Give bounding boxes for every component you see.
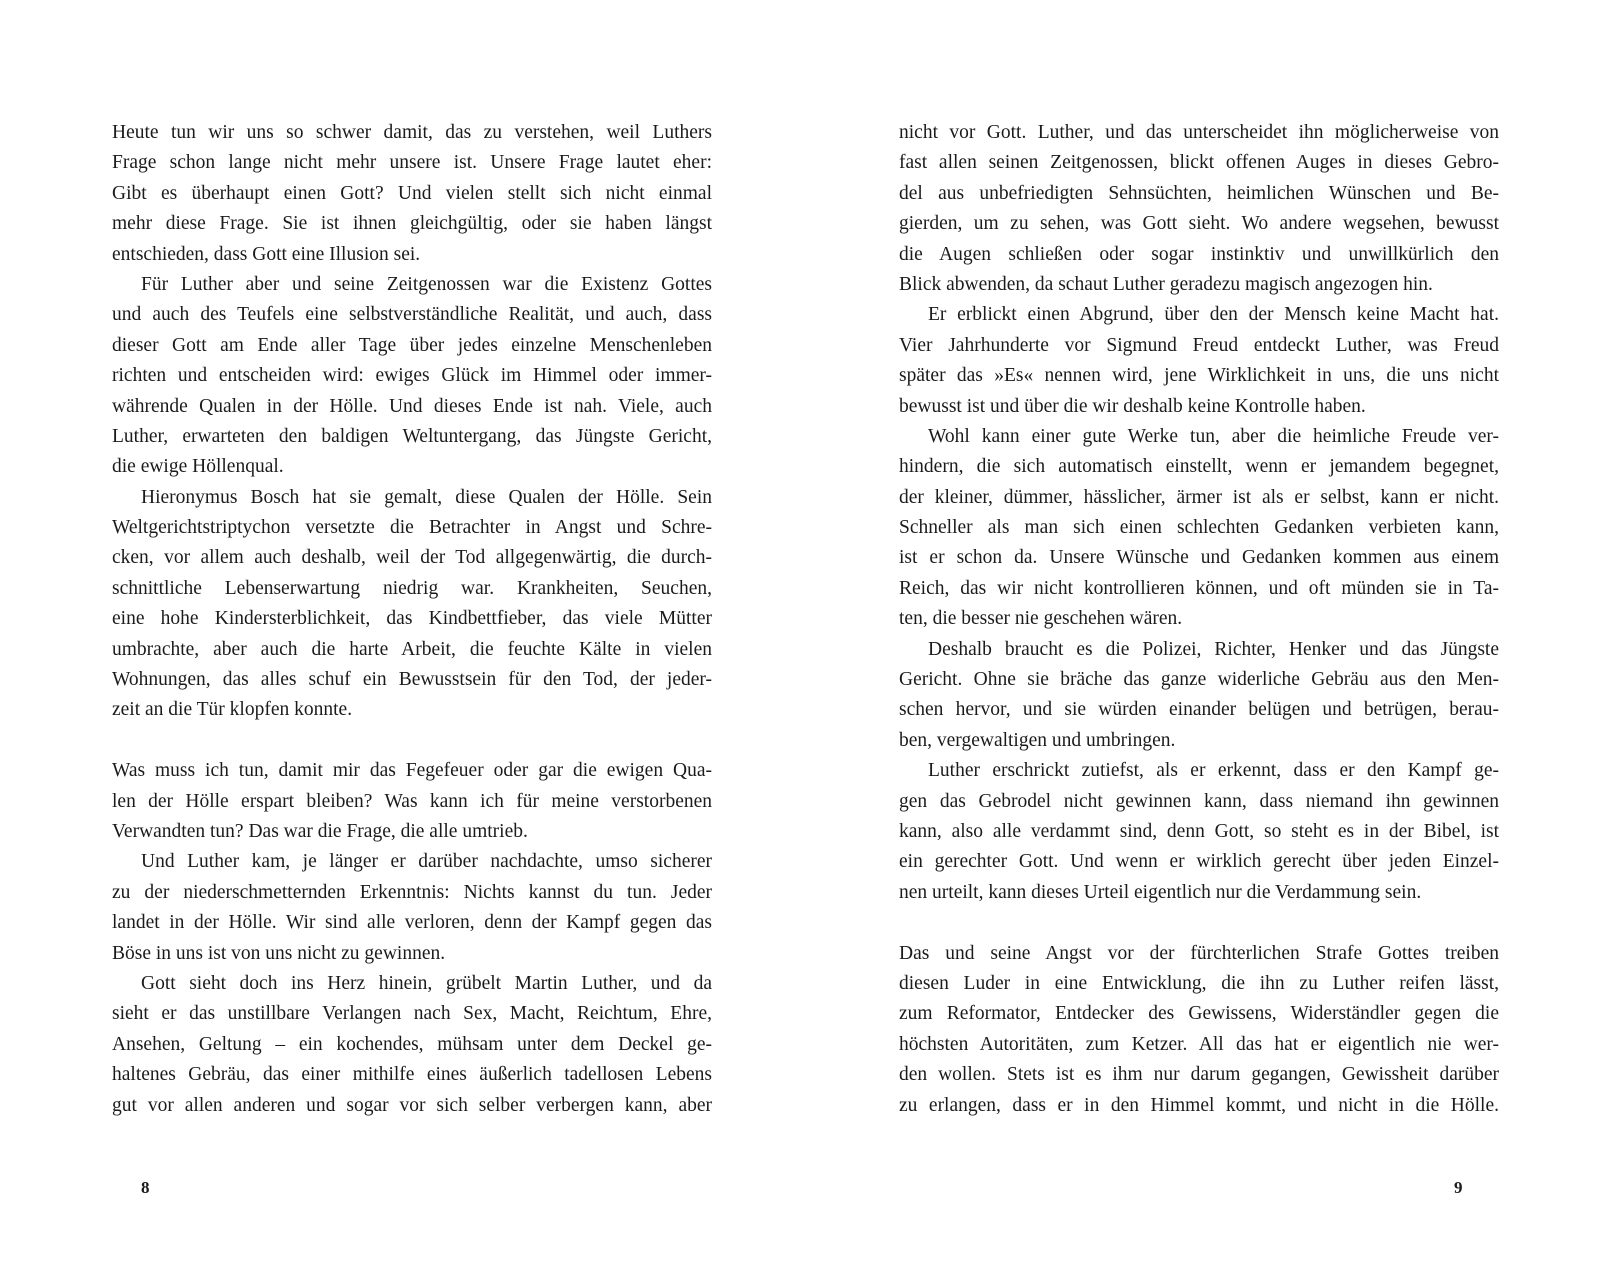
text-line: kann, also alle verdammt sind, denn Gott, so steht es in der Bibel, ist [899, 820, 1499, 842]
text-line: Gericht. Ohne sie bräche das ganze widerliche Gebräu aus den Men- [899, 669, 1499, 691]
text-line: Schneller als man sich einen schlechten Gedanken verbieten kann, [899, 517, 1499, 539]
text-line: ein gerechter Gott. Und wenn er wirklich gerecht über jeden Einzel- [899, 851, 1499, 873]
text-line: diesen Luder in eine Entwicklung, die ihn zu Luther reifen lässt, [899, 972, 1499, 994]
text-line: zeit an die Tür klopfen konnte. [112, 699, 353, 721]
text-line: cken, vor allem auch deshalb, weil der Tod allgegenwärtig, die durch- [112, 547, 712, 569]
text-line: len der Hölle erspart bleiben? Was kann ich für meine verstorbenen [112, 790, 712, 812]
text-line: fast allen seinen Zeitgenossen, blickt offenen Auges in dieses Gebro- [899, 152, 1499, 174]
text-line: umbrachte, aber auch die harte Arbeit, die feuchte Kälte in vielen [112, 638, 712, 660]
text-line: schnittliche Lebenserwartung niedrig war. Krankheiten, Seuchen, [112, 577, 712, 599]
text-line: eine hohe Kindersterblichkeit, das Kindbettfieber, das viele Mütter [112, 608, 712, 630]
text-line: dieser Gott am Ende aller Tage über jedes einzelne Menschenleben [112, 334, 712, 356]
text-line: Er erblickt einen Abgrund, über den der Mensch keine Macht hat. [928, 304, 1499, 326]
text-line: die ewige Höllenqual. [112, 456, 284, 478]
text-line: währende Qualen in der Hölle. Und dieses Ende ist nah. Viele, auch [112, 395, 712, 417]
text-line: Deshalb braucht es die Polizei, Richter, Henker und das Jüngste [928, 638, 1499, 660]
text-line: Blick abwenden, da schaut Luther geradezu magisch angezogen hin. [899, 273, 1433, 295]
text-line: Verwandten tun? Das war die Frage, die alle umtrieb. [112, 820, 528, 842]
text-line: der kleiner, dümmer, hässlicher, ärmer ist als er selbst, kann er nicht. [899, 486, 1499, 508]
text-line: schen hervor, und sie würden einander belügen und betrügen, berau- [899, 699, 1499, 721]
text-line: Gibt es überhaupt einen Gott? Und vielen stellt sich nicht einmal [112, 182, 712, 204]
text-line: den wollen. Stets ist es ihm nur darum gegangen, Gewissheit darüber [899, 1064, 1499, 1086]
section-break [112, 726, 712, 756]
paragraph [899, 939, 1499, 1121]
text-line: Ansehen, Geltung – ein kochendes, mühsam unter dem Deckel ge- [112, 1033, 712, 1055]
paragraph [112, 118, 712, 270]
paragraph [899, 635, 1499, 757]
section-break [899, 908, 1499, 938]
text-line: Böse in uns ist von uns nicht zu gewinnen. [112, 942, 446, 964]
text-line: landet in der Hölle. Wir sind alle verloren, denn der Kampf gegen das [112, 912, 712, 934]
paragraph [112, 756, 712, 847]
text-line: zum Reformator, Entdecker des Gewissens, Widerständler gegen die [899, 1003, 1499, 1025]
text-line: Hieronymus Bosch hat sie gemalt, diese Qualen der Hölle. Sein [141, 486, 712, 508]
text-line: Für Luther aber und seine Zeitgenossen war die Existenz Gottes [141, 273, 712, 295]
text-line: Reich, das wir nicht kontrollieren können, und oft münden sie in Ta- [899, 577, 1499, 599]
text-line: hindern, die sich automatisch einstellt, wenn er jemandem begegnet, [899, 456, 1499, 478]
text-line: zu der niederschmetternden Erkenntnis: Nichts kannst du tun. Jeder [112, 881, 712, 903]
paragraph [112, 969, 712, 1121]
text-line: entschieden, dass Gott eine Illusion sei. [112, 243, 421, 265]
paragraph [112, 483, 712, 726]
text-line: Was muss ich tun, damit mir das Fegefeuer oder gar die ewigen Qua- [112, 760, 712, 782]
text-line: zu erlangen, dass er in den Himmel kommt, und nicht in die Hölle. [899, 1094, 1499, 1116]
text-line: gut vor allen anderen und sogar vor sich selber verbergen kann, aber [112, 1094, 712, 1116]
text-line: Vier Jahrhunderte vor Sigmund Freud entdeckt Luther, was Freud [899, 334, 1499, 356]
text-line: bewusst ist und über die wir deshalb keine Kontrolle haben. [899, 395, 1366, 417]
paragraph [112, 847, 712, 969]
text-line: Heute tun wir uns so schwer damit, das zu verstehen, weil Luthers [112, 122, 712, 143]
text-line: ist er schon da. Unsere Wünsche und Gedanken kommen aus einem [899, 547, 1499, 569]
right-page-text [899, 118, 1499, 1121]
text-line: die Augen schließen oder sogar instinktiv und unwillkürlich den [899, 243, 1499, 265]
text-line: sieht er das unstillbare Verlangen nach Sex, Macht, Reichtum, Ehre, [112, 1003, 712, 1025]
text-line: nicht vor Gott. Luther, und das unterscheidet ihn möglicherweise von [899, 122, 1499, 143]
text-line: Luther, erwarteten den baldigen Weltuntergang, das Jüngste Gericht, [112, 425, 712, 447]
page-number-right: 9 [1454, 1178, 1463, 1197]
text-line: gen das Gebrodel nicht gewinnen kann, dass niemand ihn gewinnen [899, 790, 1499, 812]
left-page-text [112, 118, 712, 1121]
text-line: mehr diese Frage. Sie ist ihnen gleichgültig, oder sie haben längst [112, 213, 712, 235]
text-line: und auch des Teufels eine selbstverständliche Realität, und auch, dass [112, 304, 712, 326]
text-line: Und Luther kam, je länger er darüber nachdachte, umso sicherer [141, 851, 712, 873]
text-line: nen urteilt, kann dieses Urteil eigentlich nur die Verdammung sein. [899, 881, 1422, 903]
text-line: haltenes Gebräu, das einer mithilfe eines äußerlich tadellosen Lebens [112, 1064, 712, 1086]
text-line: später das »Es« nennen wird, jene Wirklichkeit in uns, die uns nicht [899, 365, 1499, 387]
text-line: Weltgerichtstriptychon versetzte die Betrachter in Angst und Schre- [112, 517, 712, 539]
paragraph [899, 300, 1499, 422]
page-number-left: 8 [141, 1178, 150, 1197]
text-line: ben, vergewaltigen und umbringen. [899, 729, 1176, 751]
text-line: Frage schon lange nicht mehr unsere ist. Unsere Frage lautet eher: [112, 152, 712, 174]
text-line: del aus unbefriedigten Sehnsüchten, heimlichen Wünschen und Be- [899, 182, 1499, 204]
text-line: Das und seine Angst vor der fürchterlichen Strafe Gottes treiben [899, 942, 1499, 964]
text-line: höchsten Autoritäten, zum Ketzer. All das hat er eigentlich nie wer- [899, 1033, 1499, 1055]
text-line: gierden, um zu sehen, was Gott sieht. Wo andere wegsehen, bewusst [899, 213, 1499, 235]
text-line: Wohnungen, das alles schuf ein Bewusstsein für den Tod, der jeder- [112, 669, 712, 691]
paragraph [112, 270, 712, 483]
paragraph [899, 422, 1499, 635]
text-line: Gott sieht doch ins Herz hinein, grübelt Martin Luther, und da [141, 972, 712, 994]
text-line: Wohl kann einer gute Werke tun, aber die heimliche Freude ver- [928, 425, 1499, 447]
text-line: ten, die besser nie geschehen wären. [899, 608, 1183, 630]
paragraph [899, 756, 1499, 908]
text-line: richten und entscheiden wird: ewiges Glück im Himmel oder immer- [112, 365, 712, 387]
text-line: Luther erschrickt zutiefst, als er erkennt, dass er den Kampf ge- [928, 760, 1499, 782]
paragraph [899, 118, 1499, 300]
